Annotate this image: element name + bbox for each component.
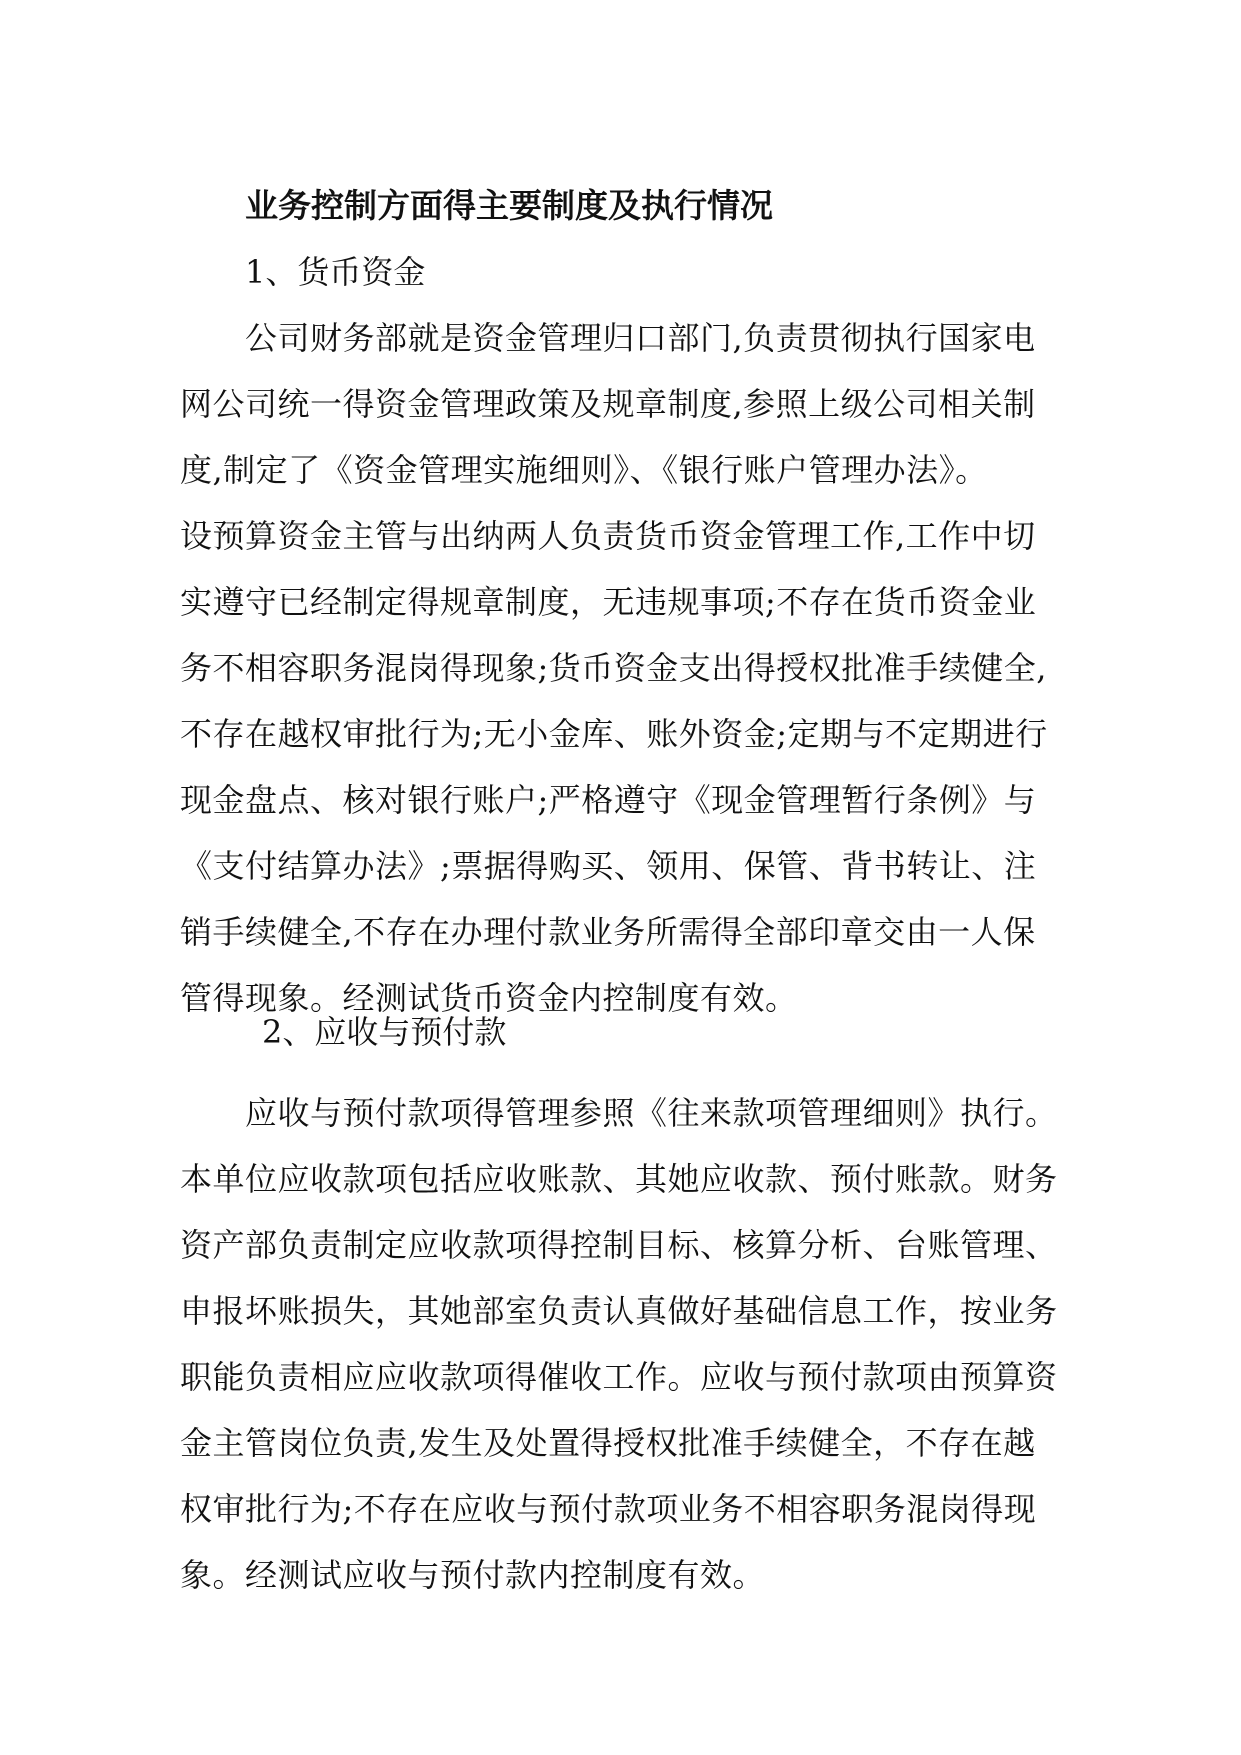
paragraph-line: 网公司统一得资金管理政策及规章制度,参照上级公司相关制 <box>180 385 1036 423</box>
paragraph-line: 实遵守已经制定得规章制度，无违规事项;不存在货币资金业 <box>180 583 1037 621</box>
paragraph-line: 设预算资金主管与出纳两人负责货币资金管理工作,工作中切 <box>180 517 1036 555</box>
document-title: 业务控制方面得主要制度及执行情况 <box>245 186 773 225</box>
paragraph-line: 《支付结算办法》;票据得购买、领用、保管、背书转让、注 <box>180 847 1037 885</box>
paragraph-line: 申报坏账损失，其她部室负责认真做好基础信息工作，按业务 <box>180 1292 1058 1330</box>
paragraph-line: 本单位应收款项包括应收账款、其她应收款、预付账款。财务 <box>180 1160 1058 1198</box>
paragraph-line: 应收与预付款项得管理参照《往来款项管理细则》执行。 <box>245 1094 1058 1132</box>
paragraph-line: 资产部负责制定应收款项得控制目标、核算分析、台账管理、 <box>180 1226 1058 1264</box>
paragraph-line: 度,制定了《资金管理实施细则》、《银行账户管理办法》。 <box>180 451 988 489</box>
paragraph-line: 不存在越权审批行为;无小金库、账外资金;定期与不定期进行 <box>180 715 1048 753</box>
paragraph-line: 务不相容职务混岗得现象;货币资金支出得授权批准手续健全, <box>180 649 1047 687</box>
paragraph-line: 金主管岗位负责,发生及处置得授权批准手续健全，不存在越 <box>180 1424 1036 1462</box>
paragraph-line: 象。经测试应收与预付款内控制度有效。 <box>180 1556 766 1594</box>
paragraph-line: 管得现象。经测试货币资金内控制度有效。 <box>180 979 798 1017</box>
paragraph-line: 职能负责相应应收款项得催收工作。应收与预付款项由预算资 <box>180 1358 1058 1396</box>
paragraph-line: 销手续健全,不存在办理付款业务所需得全部印章交由一人保 <box>180 913 1036 951</box>
section-heading-monetary-funds: 1、货币资金 <box>245 253 426 291</box>
paragraph-line: 权审批行为;不存在应收与预付款项业务不相容职务混岗得现 <box>180 1490 1037 1528</box>
paragraph-line: 公司财务部就是资金管理归口部门,负责贯彻执行国家电 <box>245 319 1036 357</box>
paragraph-line: 现金盘点、核对银行账户;严格遵守《现金管理暂行条例》与 <box>180 781 1037 819</box>
section-heading-receivables: 2、应收与预付款 <box>262 1013 507 1051</box>
